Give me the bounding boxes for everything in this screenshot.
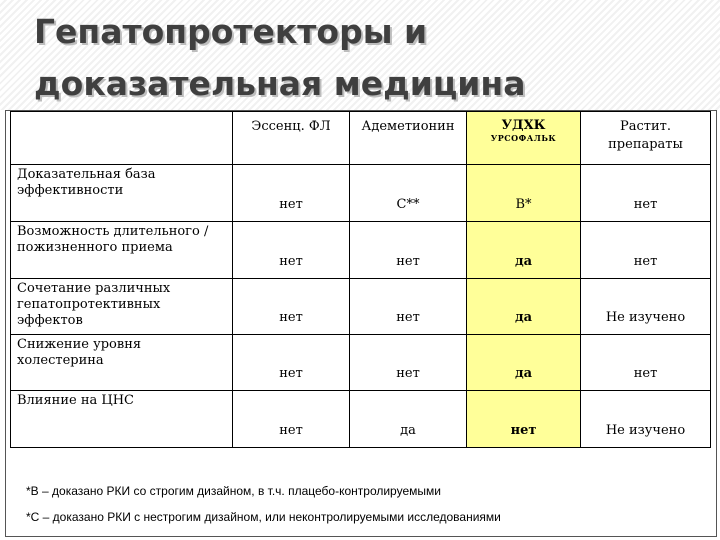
cell-value: С** (396, 196, 420, 212)
table-cell (233, 222, 350, 279)
row-header: Сочетание различных гепатопротективных эффектов (11, 279, 233, 335)
table-cell (350, 335, 467, 391)
footnote-b: *В – доказано РКИ со строгим дизайном, в т.ч. плацебо-контролируемыми (26, 484, 441, 498)
table-cell-highlighted (467, 335, 581, 391)
slide-title-line-2: доказательная медицина (34, 64, 526, 103)
table-cell (233, 391, 350, 448)
cell-value: нет (633, 196, 658, 212)
column-header (350, 112, 467, 165)
cell-value: да (514, 310, 533, 325)
slide-title-line-1: Гепатопротекторы и (34, 12, 428, 51)
table-header-row (11, 112, 711, 165)
column-header-label: УДХК (501, 118, 546, 133)
comparison-table (10, 111, 711, 448)
table-cell-highlighted (467, 222, 581, 279)
cell-value: Не изучено (605, 422, 686, 438)
cell-value: нет (396, 366, 420, 381)
table-row (11, 165, 711, 222)
cell-value: нет (279, 253, 303, 269)
row-header: Влияние на ЦНС (11, 391, 233, 448)
table-row (11, 335, 711, 391)
cell-value: нет (396, 253, 420, 269)
table-cell (581, 335, 711, 391)
slide-title (34, 6, 694, 110)
table-cell (581, 222, 711, 279)
table-row (11, 391, 711, 448)
cell-value: нет (279, 310, 303, 325)
table-cell-highlighted (467, 279, 581, 335)
cell-value: нет (510, 422, 537, 438)
table-cell (350, 279, 467, 335)
column-header-label: Растит. препараты (608, 119, 683, 152)
row-header: Возможность длительного / пожизненного приема (11, 222, 233, 279)
cell-value: нет (633, 366, 658, 381)
cell-value: нет (396, 310, 420, 325)
table-cell (581, 279, 711, 335)
table-cell-highlighted (467, 165, 581, 222)
column-header-highlighted (467, 112, 581, 165)
column-header-label: Эссенц. ФЛ (251, 119, 331, 134)
row-header: Снижение уровня холестерина (11, 335, 233, 391)
column-header-sublabel: УРСОФАЛЬК (490, 133, 557, 143)
cell-value: да (514, 253, 533, 269)
footnotes (10, 470, 710, 532)
table-cell (350, 165, 467, 222)
cell-value: Не изучено (605, 310, 686, 325)
table-row (11, 279, 711, 335)
table-cell (233, 335, 350, 391)
footnote-c: *С – доказано РКИ с нестрогим дизайном, или неконтролируемыми исследованиями (26, 510, 501, 524)
column-header (581, 112, 711, 165)
table-row (11, 222, 711, 279)
table-cell-highlighted (467, 391, 581, 448)
row-header: Доказательная база эффективности (11, 165, 233, 222)
table-cell (233, 165, 350, 222)
column-header (233, 112, 350, 165)
table-cell (350, 391, 467, 448)
cell-value: да (400, 422, 416, 438)
cell-value: да (514, 366, 533, 381)
cell-value: нет (279, 366, 303, 381)
column-header-label: Адеметионин (361, 119, 455, 134)
cell-value: В* (515, 196, 532, 212)
table-cell (581, 391, 711, 448)
table-cell (581, 165, 711, 222)
table-cell (233, 279, 350, 335)
table-cell (350, 222, 467, 279)
cell-value: нет (279, 422, 303, 438)
cell-value: нет (633, 253, 658, 269)
header-corner-cell (11, 112, 233, 165)
cell-value: нет (279, 196, 303, 212)
